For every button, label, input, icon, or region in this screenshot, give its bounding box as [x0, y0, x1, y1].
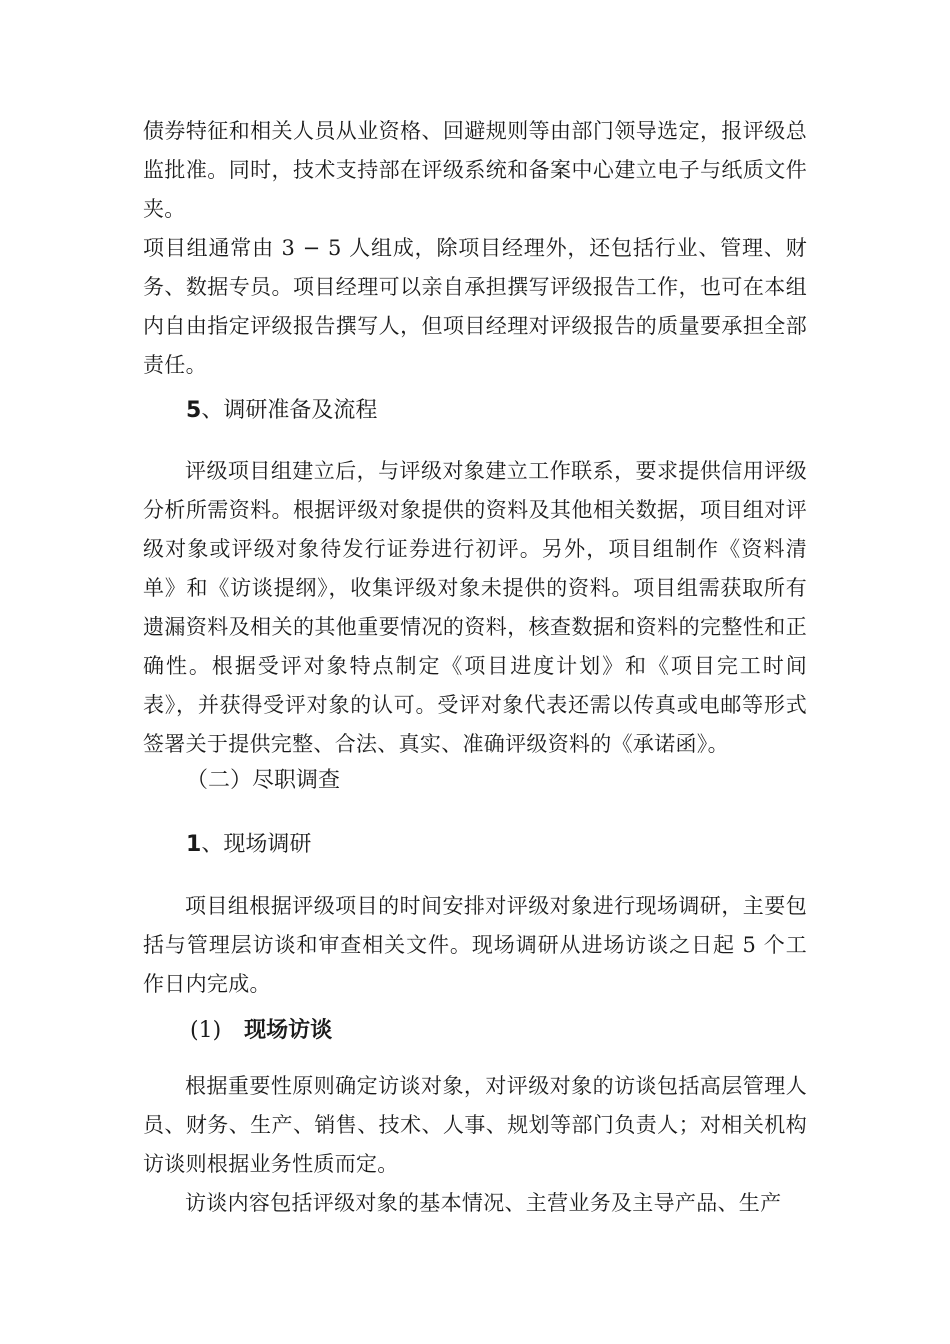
paragraph-site-research: 项目组根据评级项目的时间安排对评级对象进行现场调研，主要包括与管理层访谈和审查相关文件。现场调研从进场访谈之日起 5 个工作日内完成。	[143, 894, 807, 996]
section-heading-site-research	[186, 830, 311, 860]
heading-text: 、现场调研	[201, 832, 312, 857]
paragraph-interview-content: 访谈内容包括评级对象的基本情况、主营业务及主导产品、生产	[185, 1191, 782, 1215]
section-heading-site-interview	[190, 1016, 332, 1046]
section-heading-due-diligence: （二）尽职调查	[186, 768, 341, 793]
heading-text: 、调研准备及流程	[201, 398, 378, 423]
heading-number: (1)	[190, 1018, 222, 1043]
paragraph-interview-targets: 根据重要性原则确定访谈对象，对评级对象的访谈包括高层管理人员、财务、生产、销售、技术、人事、规划等部门负责人；对相关机构访谈则根据业务性质而定。	[143, 1074, 807, 1176]
section-heading-research-prep	[186, 396, 377, 426]
heading-number: 5	[186, 398, 202, 423]
heading-text: 现场访谈	[244, 1018, 333, 1043]
heading-number: 1	[186, 832, 202, 857]
paragraph-team-composition: 项目组通常由 3 − 5 人组成，除项目经理外，还包括行业、管理、财务、数据专员。项目经理可以亲自承担撰写评级报告工作，也可在本组内自由指定评级报告撰写人，但项目经理对评级报告的质量要承担全部责任。	[143, 236, 807, 377]
paragraph-continued: 债券特征和相关人员从业资格、回避规则等由部门领导选定，报评级总监批准。同时，技术支持部在评级系统和备案中心建立电子与纸质文件夹。	[143, 119, 807, 221]
paragraph-research-prep: 评级项目组建立后，与评级对象建立工作联系，要求提供信用评级分析所需资料。根据评级对象提供的资料及其他相关数据，项目组对评级对象或评级对象待发行证券进行初评。另外，项目组制作《资料清单》和《访谈提纲》，收集评级对象未提供的资料。项目组需获取所有遗漏资料及相关的其他重要情况的资料，核查数据和资料的完整性和正确性。根据受评对象特点制定《项目进度计划》和《项目完工时间表》，并获得受评对象的认可。受评对象代表还需以传真或电邮等形式签署关于提供完整、合法、真实、准确评级资料的《承诺函》。	[143, 459, 807, 756]
